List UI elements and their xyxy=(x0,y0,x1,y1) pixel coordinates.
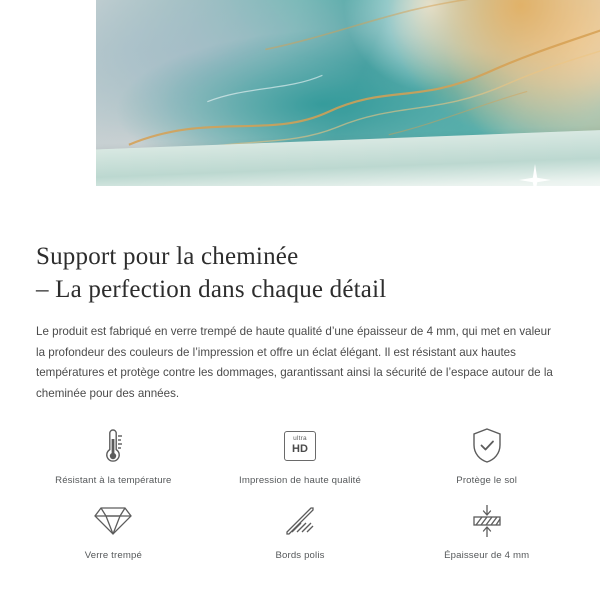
feature-label: Bords polis xyxy=(275,549,325,561)
description-paragraph: Le produit est fabriqué en verre trempé de haute qualité d’une épaisseur de 4 mm, qui met en valeur la profondeur des couleurs de l’impression et offre un éclat élégant. Il est résistant aux hautes températures et protège contre les dommages, garantissant ainsi la sécurité de l’espace autour de la cheminée pour des années. xyxy=(36,325,553,400)
feature-item xyxy=(393,498,580,561)
thickness-arrows-icon xyxy=(468,498,506,544)
headline-line-2: – La perfection dans chaque détail xyxy=(36,276,387,303)
hero-image xyxy=(0,0,600,222)
feature-label: Protège le sol xyxy=(456,474,518,486)
shield-check-icon xyxy=(470,423,504,469)
headline-line-1: Support pour la cheminée xyxy=(36,243,299,270)
badge-main-text: HD xyxy=(292,442,308,455)
feature-label: Impression de haute qualité xyxy=(239,474,361,486)
feature-item xyxy=(20,423,207,486)
feature-item xyxy=(20,498,207,561)
page-title xyxy=(36,240,564,306)
thermometer-icon xyxy=(100,423,126,469)
polished-edges-icon xyxy=(283,498,317,544)
feature-label: Verre trempé xyxy=(84,549,142,561)
feature-item xyxy=(207,498,394,561)
content-block xyxy=(0,222,600,405)
feature-item xyxy=(393,423,580,486)
diamond-icon xyxy=(93,498,133,544)
feature-label: Résistant à la température xyxy=(55,474,172,486)
feature-grid xyxy=(0,423,600,561)
hero-bottom-margin xyxy=(0,186,600,222)
feature-label: Épaisseur de 4 mm xyxy=(444,549,530,561)
ultra-hd-badge-icon xyxy=(284,423,316,469)
feature-item xyxy=(207,423,394,486)
badge-top-text: ultra xyxy=(293,435,307,443)
